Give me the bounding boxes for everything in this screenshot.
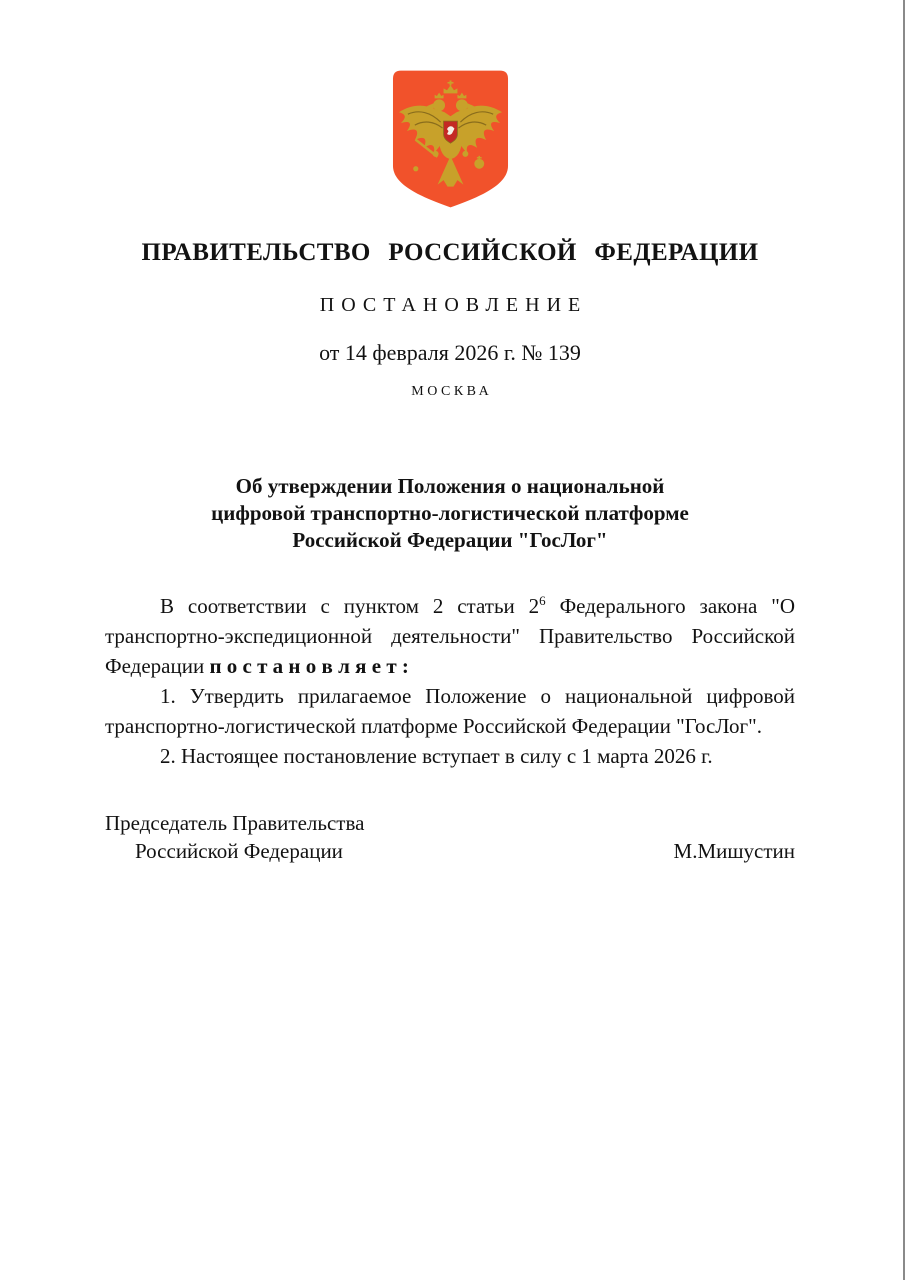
date-number-line: от 14 февраля 2026 г. № 139: [319, 340, 581, 365]
preamble-text-start: В соответствии с пунктом 2 статьи 2: [160, 594, 540, 618]
signature-block: [105, 809, 795, 865]
signer-position-line-2: Российской Федерации: [135, 839, 343, 863]
russia-coat-of-arms-icon: [391, 68, 510, 210]
document-title-line-1: Об утверждении Положения о национальной: [235, 474, 665, 498]
body-paragraph-item-1: 1. Утвердить прилагаемое Положение о национальной цифровой транспортно-логистической платформе Российской Федерации "ГосЛог".: [105, 684, 795, 738]
government-heading: ПРАВИТЕЛЬСТВО РОССИЙСКОЙ ФЕДЕРАЦИИ: [141, 239, 759, 266]
document-type-heading: ПОСТАНОВЛЕНИЕ: [319, 294, 588, 316]
signer-name: М.Мишустин: [673, 839, 795, 863]
document-title: [105, 473, 795, 554]
preamble-text-middle: Федерального закона "О транспортно-экспедиционной деятельности" Правительство Российской Федерации: [105, 594, 795, 678]
body-paragraph-preamble: [105, 591, 795, 681]
emblem-container: [105, 68, 795, 215]
resolves-emphasis: п о с т а н о в л я е т :: [209, 654, 409, 678]
signer-position-line-1: Председатель Правительства: [105, 811, 365, 835]
document-title-line-3: Российской Федерации "ГосЛог": [292, 528, 608, 552]
document-body: [105, 591, 795, 771]
document-title-line-2: цифровой транспортно-логистической платформе: [211, 501, 689, 525]
signer-position: [105, 809, 364, 865]
body-paragraph-item-2: 2. Настоящее постановление вступает в силу с 1 марта 2026 г.: [160, 744, 713, 768]
city-label: МОСКВА: [411, 384, 493, 399]
footnote-superscript: 6: [539, 593, 546, 608]
